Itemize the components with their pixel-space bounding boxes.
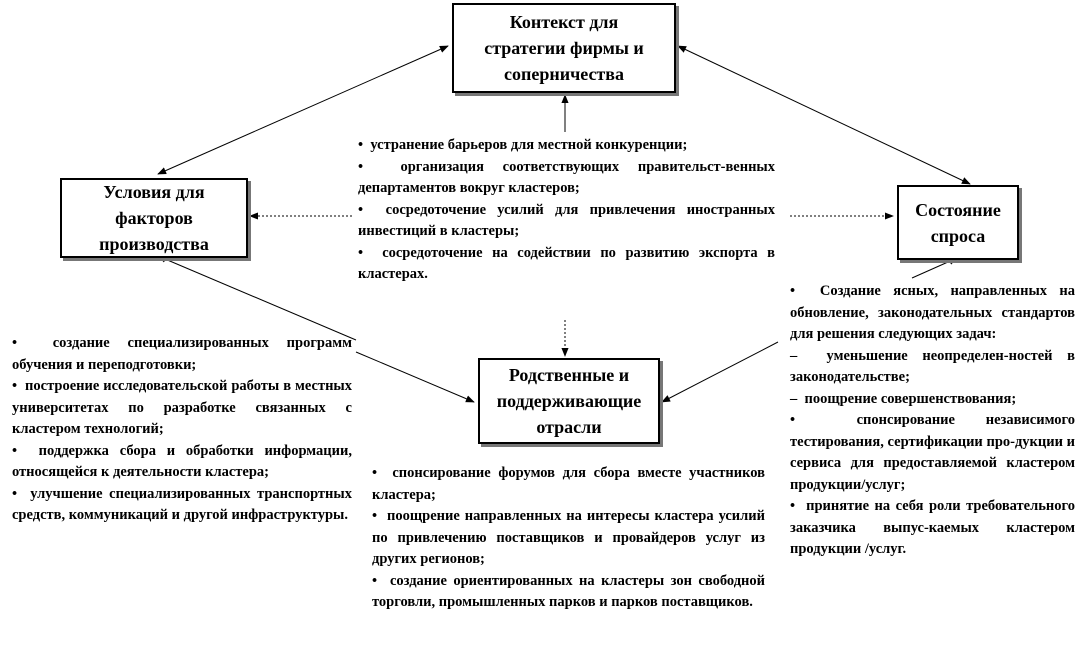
related-box-line-3: отрасли <box>536 417 602 437</box>
left-item-3: • поддержка сбора и обработки информации, относящейся к деятельности кластера; <box>12 441 352 484</box>
bottom-item-1: • спонсирование форумов для сбора вместе участников кластера; <box>372 463 765 506</box>
bottom-item-2: • поощрение направленных на интересы кластера усилий по привлечению поставщиков и провайдеров услуг из других регионов; <box>372 506 765 571</box>
left-item-4: • улучшение специализированных транспортных средств, коммуникаций и другой инфраструктуры. <box>12 484 352 527</box>
demand-box-line-1: Состояние <box>915 199 1001 220</box>
arrow-left-to-related <box>356 352 474 402</box>
right-item-1: • спонсирование независимого тестирования, сертификации про-дукции и сервиса для предоставляемой кластером продукции/услуг; <box>790 410 1075 496</box>
demand-box-line-2: спроса <box>930 225 986 246</box>
left-measures-list <box>12 333 352 527</box>
arrow-right-to-related <box>662 342 778 402</box>
factor-conditions-box <box>60 178 248 258</box>
factors-box-line-1: Условия для <box>103 182 205 202</box>
related-industries-box <box>478 358 660 444</box>
center-item-3: • сосредоточение усилий для привлечения иностранных инвестиций в кластеры; <box>358 200 775 243</box>
left-item-1: • создание специализированных программ обучения и переподготовки; <box>12 333 352 376</box>
strategy-box-line-1: Контекст для <box>509 12 619 32</box>
bottom-item-3: • создание ориентированных на кластеры зон свободной торговли, промышленных парков и парков поставщиков. <box>372 571 765 614</box>
right-item-2: • принятие на себя роли требовательного заказчика выпус-каемых кластером продукции /услуг. <box>790 496 1075 561</box>
related-box-line-2: поддерживающие <box>496 391 642 411</box>
strategy-box-line-3: соперничества <box>503 64 624 84</box>
bottom-measures-list <box>372 463 765 614</box>
demand-conditions-box <box>897 185 1019 260</box>
factors-box-line-3: производства <box>99 234 209 254</box>
center-item-4: • сосредоточение на содействии по развитию экспорта в кластерах. <box>358 243 775 286</box>
right-measures-list <box>790 281 1075 561</box>
arrow-left-to-factors <box>158 256 356 340</box>
right-dash-item-2: – поощрение совершенствования; <box>790 389 1075 411</box>
strategy-box-line-2: стратегии фирмы и <box>484 38 644 58</box>
center-item-1: • устранение барьеров для местной конкуренции; <box>358 135 775 157</box>
left-item-2: • построение исследовательской работы в местных университетах по разработке связанных с кластером технологий; <box>12 376 352 441</box>
arrow-right-to-demand <box>912 258 957 278</box>
factors-box-line-2: факторов <box>115 208 193 228</box>
center-measures-list <box>358 135 775 286</box>
related-box-line-1: Родственные и <box>508 365 630 385</box>
center-item-2: • организация соответствующих правительст-венных департаментов вокруг кластеров; <box>358 157 775 200</box>
right-intro: • Создание ясных, направленных на обновление, законодательных стандартов для решения следующих задач: <box>790 281 1075 346</box>
strategy-context-box <box>452 3 676 93</box>
right-dash-item-1: – уменьшение неопределен-ностей в законодательстве; <box>790 346 1075 389</box>
